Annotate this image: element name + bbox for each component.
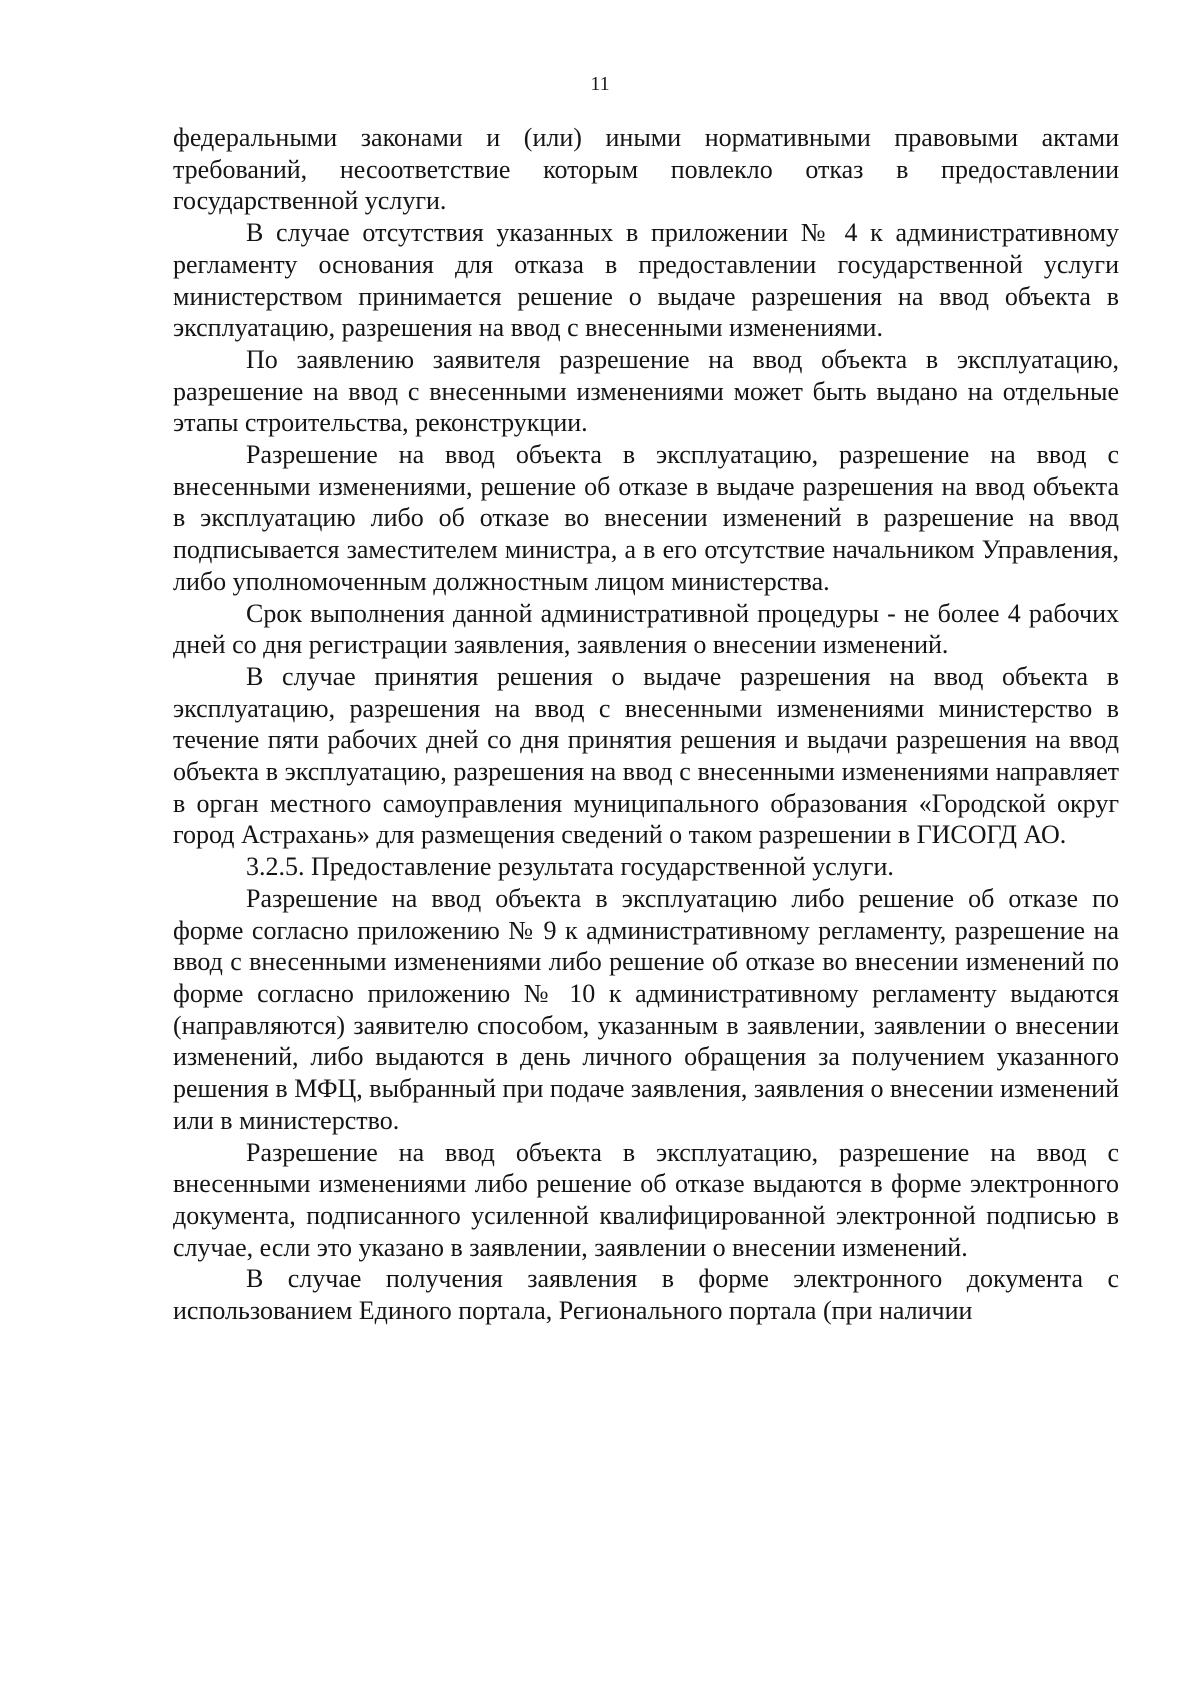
paragraph-stages-of-construction: По заявлению заявителя разрешение на ввод объекта в эксплуатацию, разрешение на ввод с внесенными изменениями может быть выдано на отдельные этапы строительства, реконструкции. <box>173 344 1119 438</box>
paragraph-electronic-document: Разрешение на ввод объекта в эксплуатацию, разрешение на ввод с внесенными изменениями либо решение об отказе выдаются в форме электронного документа, подписанного усиленной квалифицированной электронной подписью в случае, если это указано в заявлении, заявлении о внесении изменений. <box>173 1137 1119 1262</box>
paragraph-absence-of-grounds: В случае отсутствия указанных в приложении № 4 к административному регламенту основания для отказа в предоставлении государственной услуги министерством принимается решение о выдаче разрешения на ввод объекта в эксплуатацию, разрешения на ввод с внесенными изменениями. <box>173 218 1119 343</box>
paragraph-portal-application: В случае получения заявления в форме электронного документа с использованием Единого портала, Регионального портала (при наличии <box>173 1264 1119 1326</box>
section-heading-3-2-5: 3.2.5. Предоставление результата государственной услуги. <box>246 852 894 882</box>
paragraph-procedure-term: Срок выполнения данной административной процедуры - не более 4 рабочих дней со дня регистрации заявления, заявления о внесении изменений. <box>173 598 1119 660</box>
paragraph-signing: Разрешение на ввод объекта в эксплуатацию, разрешение на ввод с внесенными изменениями, решение об отказе в выдаче разрешения на ввод объекта в эксплуатацию либо об отказе во внесении изменений в разрешение на ввод подписывается заместителем министра, а в его отсутствие начальником Управления, либо уполномоченным должностным лицом министерства. <box>173 440 1119 596</box>
document-body <box>173 122 1119 1327</box>
page-number: 11 <box>590 73 610 95</box>
paragraph-result-issuance: Разрешение на ввод объекта в эксплуатацию либо решение об отказе по форме согласно приложению № 9 к административному регламенту, разрешение на ввод с внесенными изменениями либо решение об отказе во внесении изменений по форме согласно приложению № 10 к административному регламенту выдаются (направляются) заявителю способом, указанным в заявлении, заявлении о внесении изменений, либо выдаются в день личного обращения за получением указанного решения в МФЦ, выбранный при подаче заявления, заявления о внесении изменений или в министерство. <box>173 883 1119 1135</box>
paragraph-notification: В случае принятия решения о выдаче разрешения на ввод объекта в эксплуатацию, разрешения на ввод с внесенными изменениями министерство в течение пяти рабочих дней со дня принятия решения и выдачи разрешения на ввод объекта в эксплуатацию, разрешения на ввод с внесенными изменениями направляет в орган местного самоуправления муниципального образования «Городской округ город Астрахань» для размещения сведений о таком разрешении в ГИСОГД АО. <box>173 661 1119 850</box>
paragraph-continuation: федеральными законами и (или) иными нормативными правовыми актами требований, несоответствие которым повлекло отказ в предоставлении государственной услуги. <box>173 123 1119 216</box>
